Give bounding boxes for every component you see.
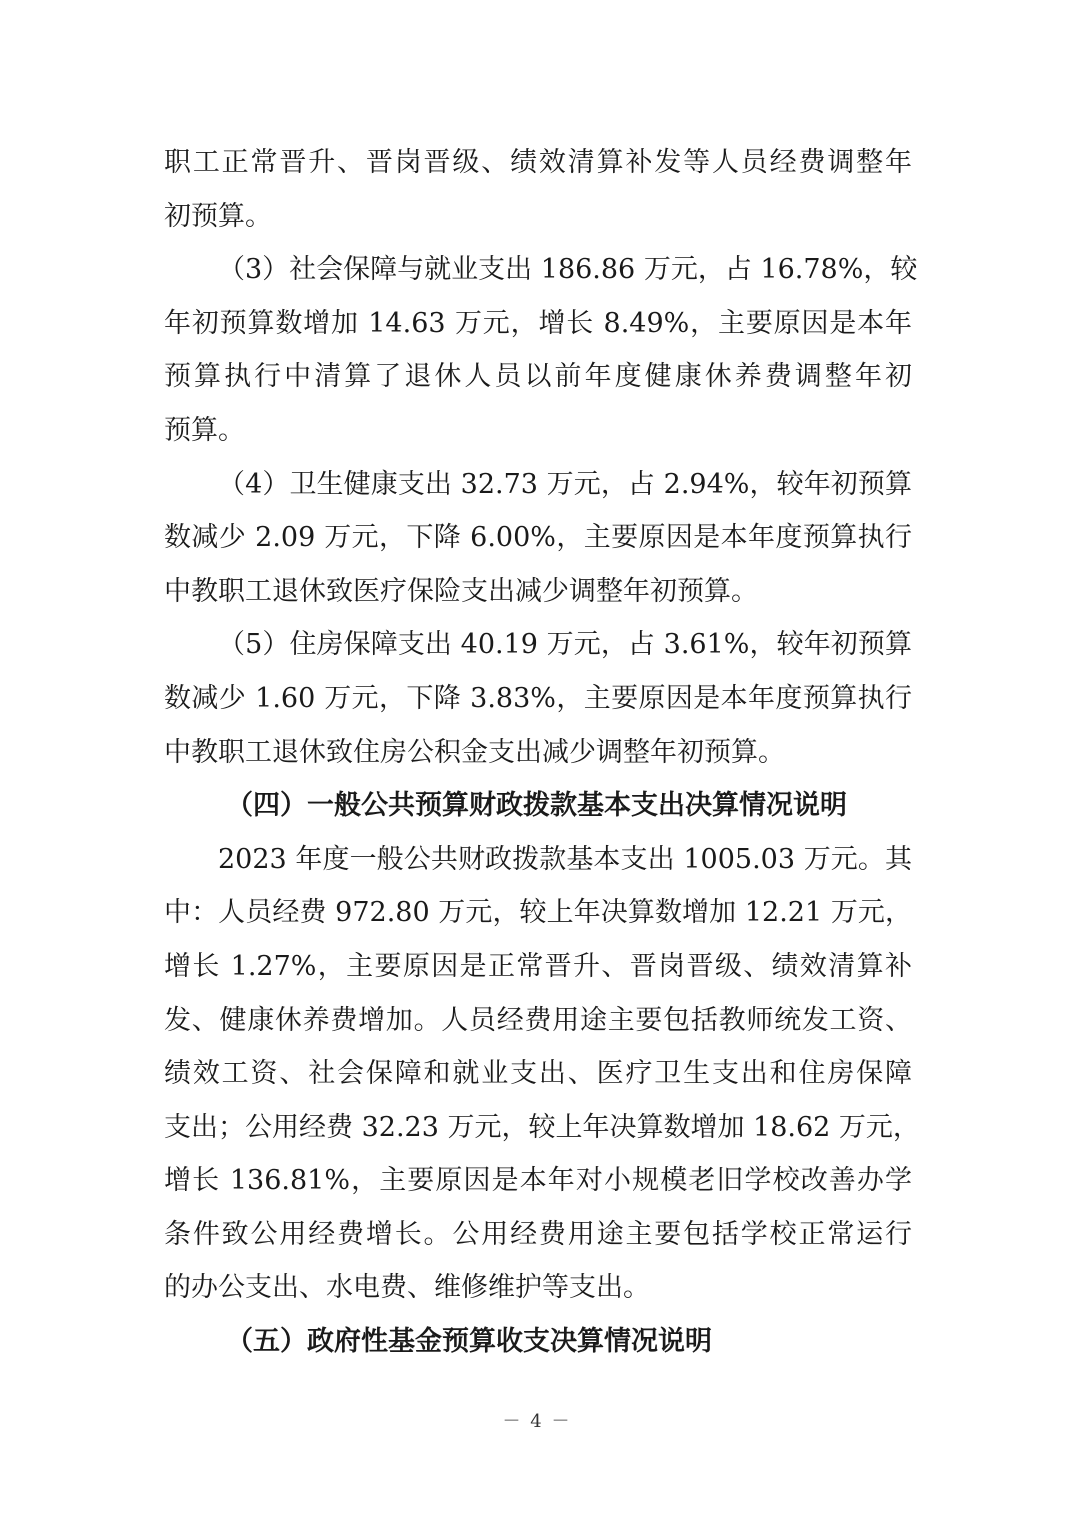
text-line: 中教职工退休致住房公积金支出减少调整年初预算。 [164, 736, 785, 768]
section-heading: （五）政府性基金预算收支决算情况说明 [226, 1326, 712, 1358]
text-line: 数减少 1.60 万元，下降 3.83%，主要原因是本年度预算执行 [164, 682, 912, 714]
section-heading: （四）一般公共预算财政拨款基本支出决算情况说明 [226, 790, 847, 822]
text-line: 增长 1.27%，主要原因是正常晋升、晋岗晋级、绩效清算补 [164, 950, 912, 982]
text-line: （3）社会保障与就业支出 186.86 万元，占 16.78%，较 [218, 254, 918, 286]
text-line: （4）卫生健康支出 32.73 万元，占 2.94%，较年初预算 [218, 468, 912, 500]
text-line: 2023 年度一般公共财政拨款基本支出 1005.03 万元。其 [218, 843, 912, 875]
text-line: 数减少 2.09 万元，下降 6.00%，主要原因是本年度预算执行 [164, 522, 912, 554]
text-line: 职工正常晋升、晋岗晋级、绩效清算补发等人员经费调整年 [164, 147, 912, 178]
text-line: 的办公支出、水电费、维修维护等支出。 [164, 1272, 650, 1304]
text-line: 预算。 [164, 414, 245, 446]
text-line: 支出；公用经费 32.23 万元，较上年决算数增加 18.62 万元， [164, 1111, 920, 1143]
document-body [164, 136, 920, 1369]
text-line: 发、健康休养费增加。人员经费用途主要包括教师统发工资、 [164, 1004, 912, 1036]
text-line: 初预算。 [164, 200, 272, 232]
text-line: 中：人员经费 972.80 万元，较上年决算数增加 12.21 万元， [164, 897, 912, 929]
text-line: 预算执行中清算了退休人员以前年度健康休养费调整年初 [164, 361, 912, 393]
text-line: 年初预算数增加 14.63 万元，增长 8.49%，主要原因是本年 [164, 307, 912, 339]
page-number: － 4 － [502, 1411, 572, 1432]
text-line: 条件致公用经费增长。公用经费用途主要包括学校正常运行 [164, 1218, 912, 1250]
text-line: （5）住房保障支出 40.19 万元，占 3.61%，较年初预算 [218, 629, 912, 661]
text-line: 绩效工资、社会保障和就业支出、医疗卫生支出和住房保障 [164, 1058, 912, 1090]
text-line: 增长 136.81%，主要原因是本年对小规模老旧学校改善办学 [164, 1165, 912, 1197]
text-line: 中教职工退休致医疗保险支出减少调整年初预算。 [164, 575, 758, 607]
